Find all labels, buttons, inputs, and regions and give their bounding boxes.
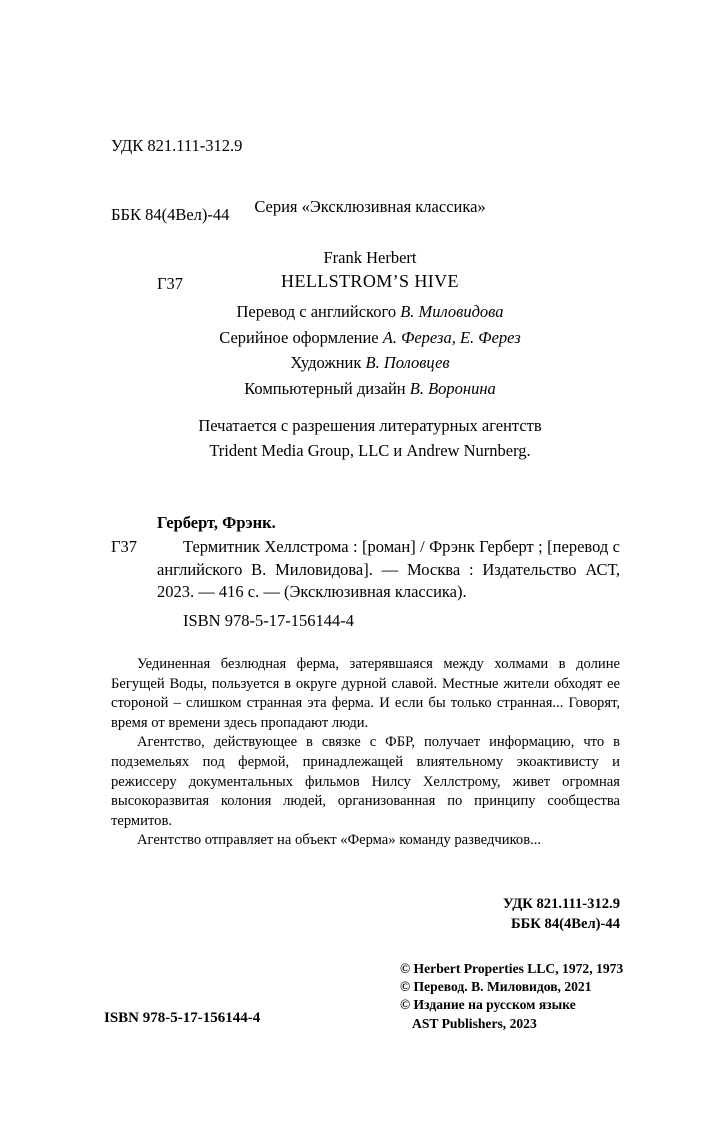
credit-translation — [60, 299, 680, 325]
license-line-1: Печатается с разрешения литературных агентств — [198, 416, 542, 435]
udk-code-bottom: УДК 821.111-312.9 — [502, 896, 620, 912]
annotation-paragraph-1: Уединенная безлюдная ферма, затерявшаяся между холмами в долине Бегущей Воды, пользуется в округе дурной славой. Местные жители обходят ее стороной – слишком странная эта ферма. И если бы только странная... Говорят, время от времени здесь пропадают люди. — [111, 656, 620, 731]
credit-artist-name: В. Половцев — [365, 353, 450, 372]
isbn-bottom: ISBN 978-5-17-156144-4 — [104, 1010, 261, 1026]
credit-translation-label: Перевод с английского — [236, 302, 401, 321]
license-note — [60, 413, 680, 463]
original-author: Frank Herbert — [323, 248, 417, 267]
copyright-line-1: © Herbert Properties LLC, 1972, 1973 — [400, 961, 624, 976]
credit-artist — [60, 350, 680, 376]
bbk-code-top: ББК 84(4Вел)-44 — [111, 205, 230, 224]
copyright-line-4: AST Publishers, 2023 — [412, 1015, 537, 1031]
credit-artist-label: Художник — [290, 353, 366, 372]
record-author-mark: Г37 — [111, 537, 138, 556]
title-credits-block — [60, 196, 680, 401]
bbk-code-bottom: ББК 84(4Вел)-44 — [511, 915, 620, 932]
credit-computer-design-name: В. Воронина — [409, 378, 496, 398]
credit-series-design-label: Серийное оформление — [219, 327, 383, 347]
copyright-block — [400, 960, 623, 1033]
credit-series-design-name: А. Фереза, Е. Ферез — [382, 327, 521, 347]
classification-bottom-block — [320, 895, 620, 934]
bibliographic-record — [157, 512, 620, 632]
original-title: HELLSTROM’S HIVE — [281, 271, 459, 291]
udk-code-top: УДК 821.111-312.9 — [111, 136, 243, 155]
copyright-line-3: © Издание на русском языке — [400, 997, 576, 1013]
annotation-block — [111, 655, 620, 851]
credit-translation-name: В. Миловидова — [400, 302, 504, 321]
credit-computer-design-label: Компьютерный дизайн — [244, 378, 410, 398]
annotation-paragraph-2: Агентство, действующее в связке с ФБР, получает информацию, что в подземельях под фермой, принадлежащей влиятельному экоактивисту и режиссеру документальных фильмов Нилсу Хеллстрому, живет огромная высокоразвитая колония людей, организованная по принципу сообщества термитов. — [111, 734, 620, 829]
annotation-paragraph-3: Агентство отправляет на объект «Ферма» команду разведчиков... — [137, 832, 542, 849]
record-description: Термитник Хеллстрома : [роман] / Фрэнк Герберт ; [перевод с английского В. Миловидова]. — Москва : Издательство АСТ, 2023. — 416 с. — (Эксклюзивная классика). — [157, 537, 620, 601]
record-isbn: ISBN 978-5-17-156144-4 — [183, 611, 354, 631]
series-name: Серия «Эксклюзивная классика» — [254, 197, 486, 216]
copyright-line-2: © Перевод. В. Миловидов, 2021 — [400, 979, 592, 995]
credit-series-design — [60, 325, 680, 351]
author-mark-top: Г37 — [157, 274, 184, 293]
license-line-2: Trident Media Group, LLC и Andrew Nurnberg. — [209, 441, 531, 460]
record-author-heading: Герберт, Фрэнк. — [157, 513, 276, 532]
credit-computer-design — [60, 376, 680, 402]
